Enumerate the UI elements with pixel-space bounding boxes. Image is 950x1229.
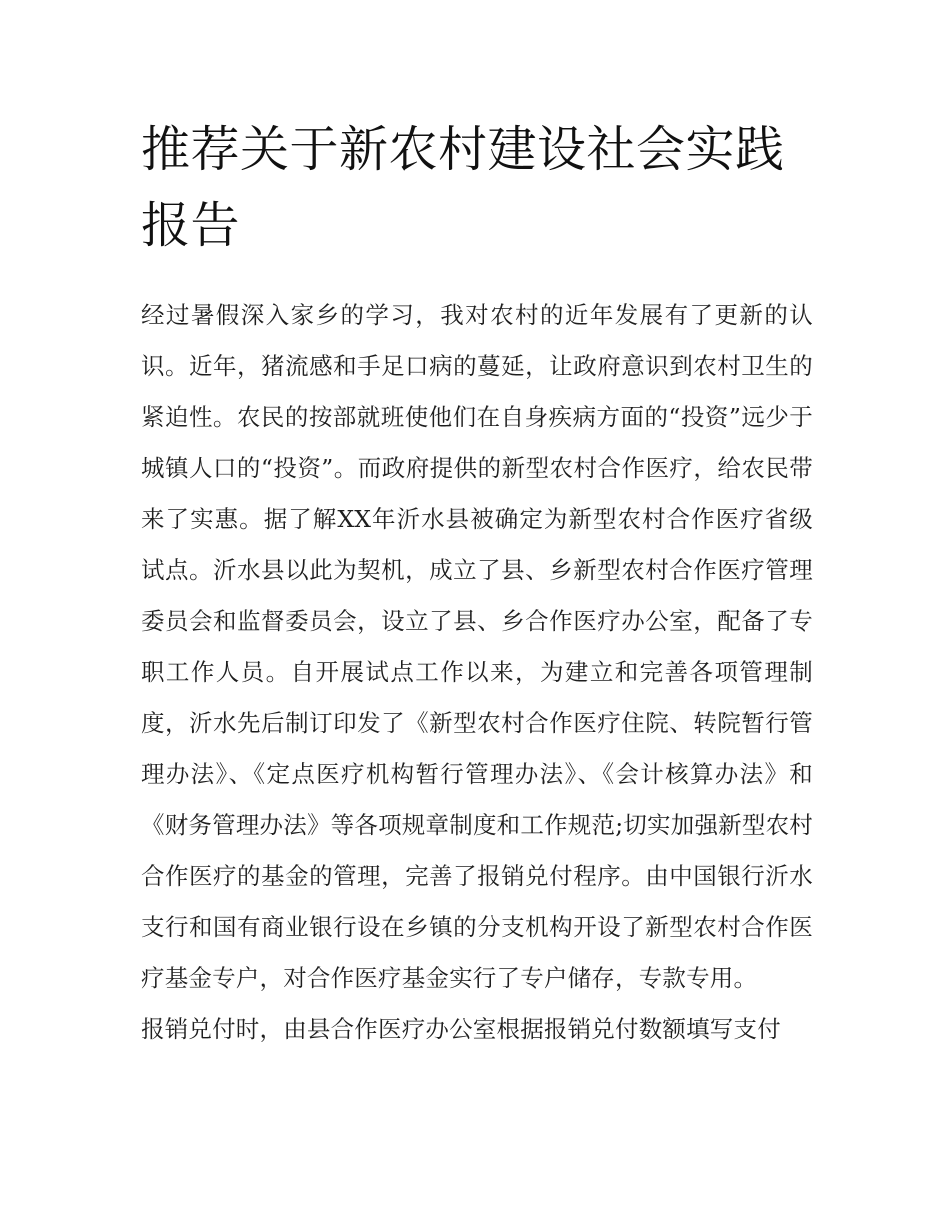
document-title: 推荐关于新农村建设社会实践报告 — [141, 121, 785, 254]
paragraph-1: 经过暑假深入家乡的学习，我对农村的近年发展有了更新的认识。近年，猪流感和手足口病的蔓延，让政府意识到农村卫生的紧迫性。农民的按部就班使他们在自身疾病方面的“投资”远少于城镇人口的“投资”。而政府提供的新型农村合作医疗，给农民带来了实惠。据了解XX年沂水县被确定为新型农村合作医疗省级试点。沂水县以此为契机，成立了县、乡新型农村合作医疗管理委员会和监督委员会，设立了县、乡合作医疗办公室，配备了专职工作人员。自开展试点工作以来，为建立和完善各项管理制度，沂水先后制订印发了《新型农村合作医疗住院、转院暂行管理办法》、《定点医疗机构暂行管理办法》、《会计核算办法》和《财务管理办法》等各项规章制度和工作规范;切实加强新型农村合作医疗的基金的管理，完善了报销兑付程序。由中国银行沂水支行和国有商业银行设在乡镇的分支机构开设了新型农村合作医疗基金专户，对合作医疗基金实行了专户储存，专款专用。 — [141, 301, 813, 992]
paragraph-2: 报销兑付时，由县合作医疗办公室根据报销兑付数额填写支付 — [141, 1015, 781, 1043]
document-content — [141, 112, 813, 1055]
document-body — [141, 290, 813, 1055]
